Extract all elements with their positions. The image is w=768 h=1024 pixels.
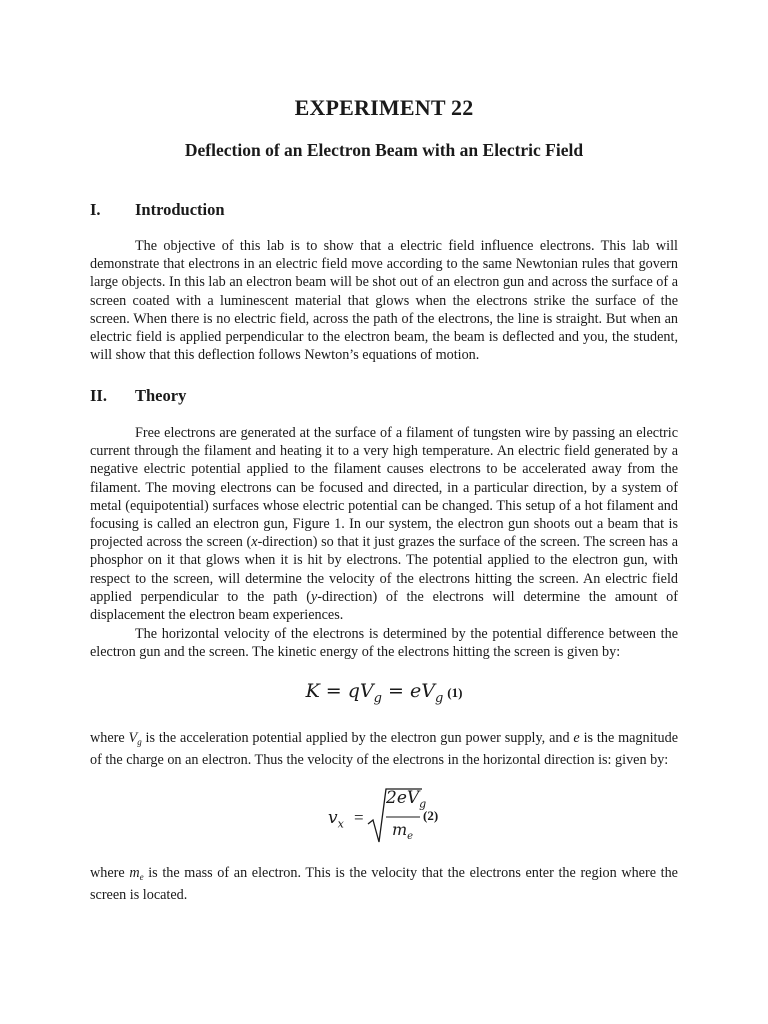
g-subscript: g bbox=[137, 737, 142, 747]
theory-paragraph-2 bbox=[90, 625, 678, 661]
v-variable: V bbox=[128, 730, 138, 746]
equation-number: (2) bbox=[423, 808, 439, 823]
theory-text: is the mass of an electron. This is the velocity that the electrons enter the region where the screen is located. bbox=[90, 865, 678, 904]
theory-text: Free electrons are generated at the surface of a filament of tungsten wire by passing an electric current through the filament and heating it to a very high temperature. An electric field generated by a negative electric potential applied to the filament causes electrons to be accelerated away from the filament. The moving electrons can be focused and directed, in a particular direction, by a system of metal (equipotential) surfaces whose electric potential can be changed. This setup of a hot filament and focusing is called an electron gun, Figure 1. In our system, the electron gun shoots out a beam that is projected across the screen ( bbox=[90, 425, 678, 551]
equation-number: (1) bbox=[447, 685, 463, 700]
page-title: EXPERIMENT 22 bbox=[294, 95, 474, 120]
section-number: I. bbox=[90, 200, 101, 219]
e-subscript: e bbox=[139, 872, 144, 882]
theory-text: -direction) so that it just grazes the surface of the screen. The screen has a phosphor on it that glows when it is hit by electrons. The potential applied to the electron gun, with respect to the screen, will determine the velocity of the electrons hitting the screen. An electric field applied perpendicular to the path ( bbox=[90, 534, 678, 605]
theory-text: The horizontal velocity of the electrons is determined by the potential difference between the electron gun and the screen. The kinetic energy of the electrons hitting the screen is given by: bbox=[90, 626, 678, 661]
theory-text: is the acceleration potential applied by the electron gun power supply, and bbox=[141, 730, 574, 746]
theory-paragraph-3 bbox=[90, 729, 678, 769]
equation-2: $v_x$ = $2eV_g$ $m_e$ (2) bbox=[328, 786, 508, 846]
introduction-paragraph bbox=[90, 237, 678, 364]
theory-text: where bbox=[90, 865, 130, 881]
equation-1: $K = qV_g = eV_g$ (1) bbox=[305, 680, 463, 706]
section-heading-theory bbox=[90, 386, 186, 406]
section-number: II. bbox=[90, 386, 107, 405]
theory-text: where bbox=[90, 730, 129, 746]
section-heading-introduction bbox=[90, 200, 225, 220]
theory-text: -direction) of the electrons will determine the amount of displacement the electron beam experiences. bbox=[90, 588, 678, 624]
theory-text: is the magnitude of the charge on an electron. Thus the velocity of the electrons in the horizontal direction is: given by: bbox=[90, 730, 678, 769]
introduction-text: The objective of this lab is to show that a electric field influence electrons. This lab will demonstrate that electrons in an electric field move according to the same Newtonian rules that govern large objects. In this lab an electron beam will be shot out of an electron gun and across the surface of a screen coated with a luminescent material that glows when the electrons strike the surface of the screen. When there is no electric field, across the path of the electrons, the line is straight. But when an electric field is applied perpendicular to the electron beam, the beam is deflected and you, the student, will show that this deflection follows Newton’s equations of motion. bbox=[90, 238, 678, 364]
e-variable: e bbox=[573, 730, 580, 746]
x-variable: x bbox=[251, 534, 258, 551]
section-title: Theory bbox=[135, 386, 187, 405]
theory-paragraph-4 bbox=[90, 864, 678, 904]
section-title: Introduction bbox=[135, 200, 225, 219]
m-variable: m bbox=[129, 865, 140, 881]
y-variable: y bbox=[311, 588, 318, 605]
page-subtitle: Deflection of an Electron Beam with an Electric Field bbox=[184, 140, 584, 160]
theory-paragraph-1 bbox=[90, 424, 678, 624]
